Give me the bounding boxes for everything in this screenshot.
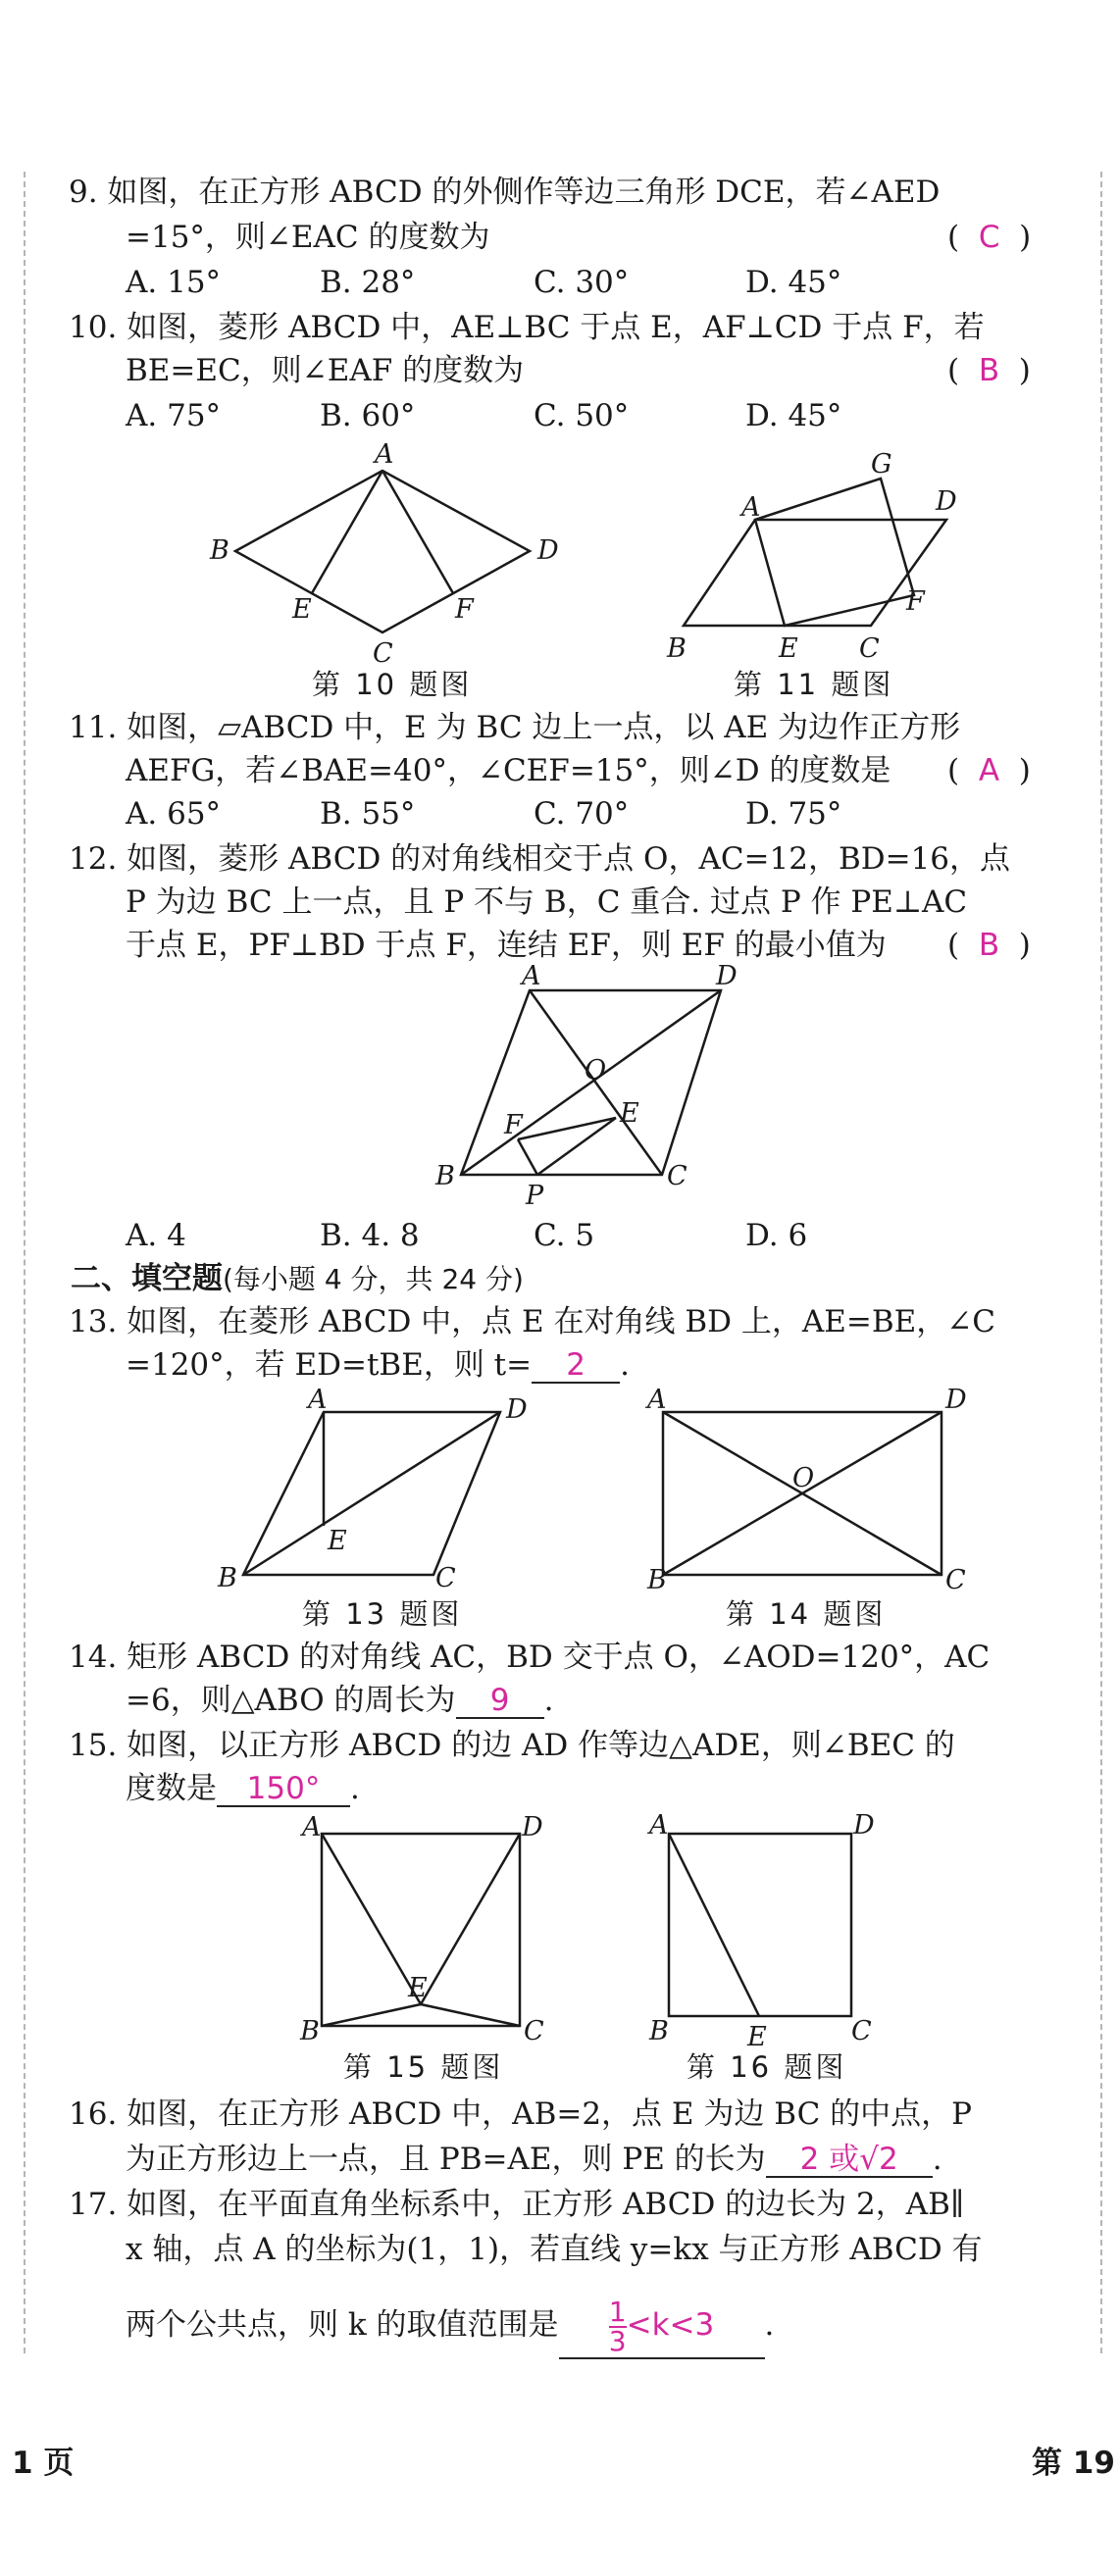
fig12-label-b: B — [435, 1161, 455, 1191]
q11-option-d: D. 75° — [745, 796, 842, 832]
fig14-label-a: A — [647, 1385, 667, 1415]
q11-line2: AEFG，若∠BAE=40°，∠CEF=15°，则∠D 的度数是 — [126, 753, 891, 788]
q13-line1: 13. 如图，在菱形 ABCD 中，点 E 在对角线 BD 上，AE=BE，∠C — [69, 1304, 995, 1339]
q9-option-c: C. 30° — [534, 265, 630, 300]
q13-line2: =120°，若 ED=tBE，则 t= — [126, 1347, 533, 1383]
figure-13-rhombus — [206, 1385, 549, 1596]
section-2-heading — [71, 1259, 524, 1299]
fig16-caption: 第 16 题图 — [687, 2050, 847, 2084]
q14-answer-blank — [456, 1684, 544, 1719]
fig16-label-c: C — [851, 2016, 872, 2046]
fig12-label-e: E — [620, 1098, 639, 1129]
q9-option-d: D. 45° — [745, 265, 842, 300]
footer-right: 第 19 — [1032, 2446, 1115, 2481]
fig13-label-c: C — [435, 1563, 456, 1593]
q17-answer — [608, 2295, 715, 2357]
q9-line1: 9. 如图，在正方形 ABCD 的外侧作等边三角形 DCE，若∠AED — [69, 175, 941, 210]
q10-line2: BE=EC，则∠EAF 的度数为 — [126, 353, 525, 388]
q12-option-c: C. 5 — [534, 1218, 595, 1253]
fig12-label-o: O — [585, 1055, 607, 1086]
fig13-label-a: A — [308, 1385, 328, 1415]
fig10-label-c: C — [373, 638, 393, 669]
section-2-note: (每小题 4 分，共 24 分) — [223, 1263, 524, 1295]
fig14-label-d: D — [945, 1385, 967, 1415]
fig11-caption: 第 11 题图 — [734, 668, 894, 701]
q12-answer: B — [978, 928, 1000, 963]
fig10-label-f: F — [455, 594, 474, 625]
fig11-label-c: C — [859, 633, 880, 664]
fig16-label-a: A — [649, 1810, 669, 1841]
fig14-label-b: B — [647, 1565, 667, 1595]
figure-15-square — [294, 1810, 559, 2046]
q10-answer: B — [978, 353, 1000, 388]
fig10-label-a: A — [375, 439, 394, 470]
q12-line3: 于点 E，PF⊥BD 于点 F，连结 EF，则 EF 的最小值为 — [126, 928, 887, 963]
fig15-label-b: B — [300, 2016, 320, 2046]
fig12-label-d: D — [716, 961, 738, 991]
q14-line2: =6，则△ABO 的周长为 — [126, 1683, 456, 1718]
fig13-label-b: B — [218, 1563, 237, 1593]
q16-line2-row: 为正方形边上一点，且 PB=AE，则 PE 的长为 2 或√2 . — [126, 2142, 942, 2177]
right-margin-dashes — [1100, 172, 1102, 2353]
q10-option-c: C. 50° — [534, 398, 630, 433]
q11-line1: 11. 如图，▱ABCD 中，E 为 BC 边上一点，以 AE 为边作正方形 — [69, 710, 961, 745]
q14-answer: 9 — [489, 1683, 510, 1718]
fig14-label-c: C — [945, 1565, 966, 1595]
q17-answer-den: 3 — [608, 2324, 627, 2357]
q17-answer-fraction — [608, 2295, 627, 2357]
fig13-label-d: D — [506, 1394, 528, 1425]
q15-answer: 150° — [246, 1771, 321, 1806]
q15-line2-row: 度数是 150° . — [126, 1771, 360, 1806]
q17-line3: 两个公共点，则 k 的取值范围是 — [126, 2307, 559, 2343]
fig15-caption: 第 15 题图 — [343, 2050, 504, 2084]
figure-11-parallelogram — [657, 451, 981, 667]
fig12-label-a: A — [522, 961, 541, 991]
fig15-label-d: D — [522, 1812, 543, 1843]
q13-line2-row: =120°，若 ED=tBE，则 t= 2 . — [126, 1347, 630, 1383]
fig13-label-e: E — [328, 1526, 347, 1556]
q13-answer: 2 — [566, 1347, 585, 1383]
q11-option-a: A. 65° — [126, 796, 222, 832]
fig12-label-p: P — [526, 1181, 544, 1211]
left-margin-dashes — [24, 172, 25, 2353]
q11-option-c: C. 70° — [534, 796, 630, 832]
q15-line1: 15. 如图，以正方形 ABCD 的边 AD 作等边△ADE，则∠BEC 的 — [69, 1728, 955, 1763]
fig16-label-b: B — [649, 2016, 669, 2046]
q9-answer: C — [978, 220, 1000, 255]
q9-line2: =15°，则∠EAC 的度数为 — [126, 220, 490, 255]
q10-option-a: A. 75° — [126, 398, 222, 433]
q10-line1: 10. 如图，菱形 ABCD 中，AE⊥BC 于点 E，AF⊥CD 于点 F，若 — [69, 310, 985, 345]
footer-left: 1 页 — [12, 2446, 75, 2481]
figure-12-rhombus — [432, 961, 755, 1214]
section-2-title: 二、填空题 — [71, 1261, 223, 1296]
q17-answer-blank — [559, 2293, 765, 2359]
fig15-label-a: A — [302, 1812, 322, 1843]
q12-answer-paren: ( B ) — [947, 928, 1031, 963]
q14-line1: 14. 矩形 ABCD 的对角线 AC，BD 交于点 O，∠AOD=120°，AC — [69, 1640, 991, 1675]
q15-line2: 度数是 — [126, 1771, 217, 1806]
fig10-label-d: D — [537, 535, 559, 566]
q12-option-a: A. 4 — [126, 1218, 186, 1253]
fig11-label-d: D — [936, 486, 957, 517]
fig16-label-d: D — [853, 1810, 875, 1841]
fig10-label-e: E — [292, 594, 312, 625]
q17-line2: x 轴，点 A 的坐标为(1，1)，若直线 y=kx 与正方形 ABCD 有 — [126, 2232, 983, 2267]
q17-line3-row: 两个公共点，则 k 的取值范围是 $\frac{1}{3}$ <k<3 . — [126, 2291, 774, 2359]
q10-option-b: B. 60° — [320, 398, 416, 433]
fig15-label-e: E — [408, 1973, 428, 2003]
fig11-label-e: E — [779, 633, 798, 664]
fig10-caption: 第 10 题图 — [312, 668, 473, 701]
q12-option-b: B. 4. 8 — [320, 1218, 420, 1253]
q12-line2: P 为边 BC 上一点，且 P 不与 B，C 重合. 过点 P 作 PE⊥AC — [126, 884, 968, 920]
q10-answer-paren: ( B ) — [947, 353, 1031, 388]
q9-option-a: A. 15° — [126, 265, 222, 300]
q16-line2: 为正方形边上一点，且 PB=AE，则 PE 的长为 — [126, 2142, 766, 2177]
figure-16-square — [645, 1810, 900, 2052]
fig14-caption: 第 14 题图 — [726, 1597, 887, 1631]
q12-option-d: D. 6 — [745, 1218, 808, 1253]
fig16-label-e: E — [747, 2022, 767, 2052]
q13-answer-blank — [532, 1348, 620, 1384]
fig10-label-b: B — [210, 535, 229, 566]
q15-answer-blank — [217, 1772, 350, 1807]
q9-option-b: B. 28° — [320, 265, 416, 300]
q16-line1: 16. 如图，在正方形 ABCD 中，AB=2，点 E 为边 BC 的中点，P — [69, 2096, 973, 2132]
figure-14-rectangle — [637, 1385, 981, 1596]
fig11-label-f: F — [906, 586, 925, 617]
q14-line2-row: =6，则△ABO 的周长为 9 . — [126, 1683, 554, 1718]
fig11-label-b: B — [667, 633, 687, 664]
q10-option-d: D. 45° — [745, 398, 842, 433]
fig11-label-g: G — [871, 449, 892, 480]
fig11-label-a: A — [741, 492, 761, 523]
figure-10-rhombus — [196, 441, 569, 667]
q17-answer-num: 1 — [608, 2295, 627, 2328]
q9-answer-paren: ( C ) — [947, 220, 1032, 255]
q16-answer: 2 或√2 — [799, 2142, 898, 2177]
q16-answer-blank — [766, 2143, 933, 2178]
q17-answer-rest: <k<3 — [626, 2307, 715, 2343]
fig12-label-c: C — [667, 1161, 687, 1191]
q11-answer: A — [978, 753, 1000, 788]
fig14-label-o: O — [792, 1463, 815, 1493]
fig12-label-f: F — [504, 1110, 523, 1140]
fig15-label-c: C — [524, 2016, 544, 2046]
q11-option-b: B. 55° — [320, 796, 416, 832]
q17-line1: 17. 如图，在平面直角坐标系中，正方形 ABCD 的边长为 2，AB∥ — [69, 2187, 965, 2222]
q12-line1: 12. 如图，菱形 ABCD 的对角线相交于点 O，AC=12，BD=16，点 — [69, 841, 1011, 877]
q11-answer-paren: ( A ) — [947, 753, 1031, 788]
fig13-caption: 第 13 题图 — [302, 1597, 463, 1631]
